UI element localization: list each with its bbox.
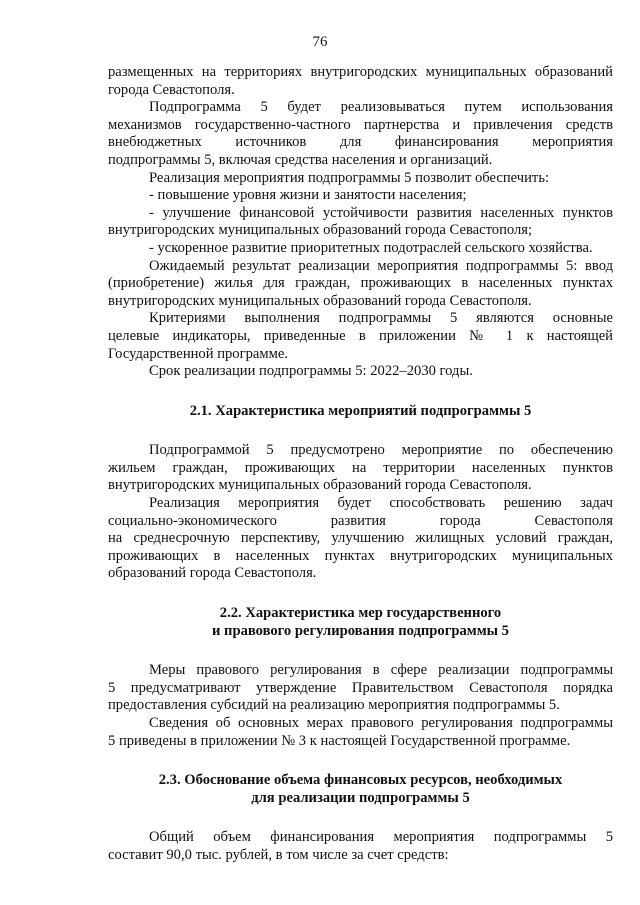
paragraphs-section-2-2 — [108, 662, 613, 750]
paragraphs-section-2-1 — [108, 442, 613, 583]
heading-line: для реализации подпрограммы 5 — [251, 789, 470, 806]
text-line: внутригородских муниципальных образований города Севастополя. — [108, 477, 532, 494]
text-line: подпрограммы 5, включая средства населения и организаций. — [108, 151, 493, 168]
text-line: внутригородских муниципальных образований города Севастополя; — [108, 222, 533, 239]
page-number: 76 — [312, 34, 328, 50]
text-line: на среднесрочную перспективу, улучшению жилищных условий граждан, — [108, 530, 613, 547]
text-line: (приобретение) жилья для граждан, проживающих в населенных пунктах — [108, 275, 613, 292]
text-line: составит 90,0 тыс. рублей, в том числе за счет средств: — [108, 846, 449, 863]
section-heading-2-2 — [108, 605, 613, 640]
text-line: механизмов государственно-частного партнерства и привлечения средств — [108, 116, 613, 133]
text-line: Реализация мероприятия подпрограммы 5 позволит обеспечить: — [149, 169, 550, 186]
heading-line: 2.3. Обоснование объема финансовых ресурсов, необходимых — [158, 772, 563, 789]
text-line: Реализация мероприятия будет способствовать решению задач — [149, 495, 613, 512]
text-line: - улучшение финансовой устойчивости развития населенных пунктов — [149, 204, 613, 221]
text-line: Критериями выполнения подпрограммы 5 являются основные — [149, 310, 613, 327]
text-line: внутригородских муниципальных образований города Севастополя. — [108, 292, 532, 309]
text-line: 5 предусматривают утверждение Правительством Севастополя порядка — [108, 679, 613, 696]
text-line: Общий объем финансирования мероприятия подпрограммы 5 — [149, 829, 613, 846]
text-line: предоставления субсидий на реализацию мероприятия подпрограммы 5. — [108, 697, 560, 714]
text-line: Ожидаемый результат реализации мероприятия подпрограммы 5: ввод — [149, 257, 613, 274]
heading-line: и правового регулирования подпрограммы 5 — [212, 622, 509, 639]
text-line: 5 приведены в приложении № 3 к настоящей Государственной программе. — [108, 732, 571, 749]
text-line: Государственной программе. — [108, 345, 288, 362]
text-line: жильем граждан, проживающих на территории населенных пунктов — [108, 459, 613, 476]
text-line: образований города Севастополя. — [108, 565, 317, 582]
text-line: Сведения об основных мерах правового регулирования подпрограммы — [149, 715, 613, 731]
paragraphs-section-2-3 — [108, 829, 613, 864]
section-heading-2-1 — [108, 403, 613, 421]
text-line: Меры правового регулирования в сфере реализации подпрограммы — [149, 662, 613, 679]
text-line: города Севастополя. — [108, 81, 235, 98]
text-line: целевые индикаторы, приведенные в приложении № 1 к настоящей — [108, 327, 613, 344]
text-line: внебюджетных источников для финансирования мероприятия — [108, 134, 613, 151]
text-line: размещенных на территориях внутригородских муниципальных образований — [108, 64, 613, 80]
heading-line: 2.2. Характеристика мер государственного — [219, 605, 502, 622]
text-line: - ускоренное развитие приоритетных подотраслей сельского хозяйства. — [149, 239, 593, 256]
text-line: Срок реализации подпрограммы 5: 2022–2030 годы. — [149, 363, 473, 380]
text-line: социально-экономического развития города Севастополя — [108, 512, 613, 529]
text-line: проживающих в населенных пунктах внутригородских муниципальных — [108, 547, 613, 564]
heading-line: 2.1. Характеристика мероприятий подпрограммы 5 — [189, 402, 532, 419]
text-line: Подпрограмма 5 будет реализовываться путем использования — [149, 99, 613, 116]
text-line: Подпрограммой 5 предусмотрено мероприятие по обеспечению — [149, 442, 613, 459]
paragraphs-intro — [108, 64, 613, 381]
section-heading-2-3 — [108, 772, 613, 807]
text-line: - повышение уровня жизни и занятости населения; — [149, 187, 467, 204]
page-content — [108, 64, 613, 865]
